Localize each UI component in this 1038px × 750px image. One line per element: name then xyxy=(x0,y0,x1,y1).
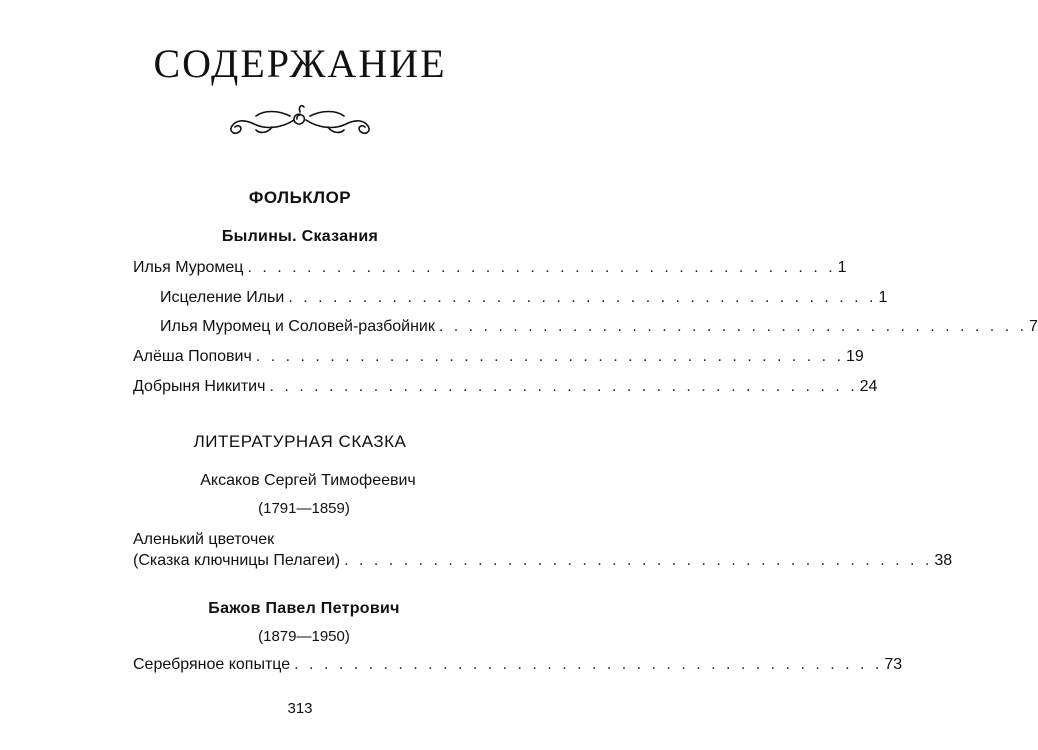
toc-entry[interactable] xyxy=(133,378,878,400)
leader-dots: . . . . . . . . . . . . . . . . . . . . . . . . . . . . . . . . . . . . . . . . xyxy=(269,378,858,395)
toc-entry[interactable] xyxy=(133,656,903,678)
toc-entry-title: Алёша Попович xyxy=(133,348,252,365)
author-years: (1879—1950) xyxy=(258,628,350,645)
toc-entry[interactable] xyxy=(160,289,888,311)
toc-entry-page: 1 xyxy=(837,259,847,276)
toc-entry-page: 38 xyxy=(934,552,953,569)
toc-entry[interactable] xyxy=(133,259,847,281)
page-title: СОДЕРЖАНИЕ xyxy=(153,41,447,86)
leader-dots: . . . . . . . . . . . . . . . . . . . . . . . . . . . . . . . . . . . . . . . . xyxy=(294,656,883,673)
subsection-heading-byliny: Былины. Сказания xyxy=(221,228,379,245)
leader-dots: . . . . . . . . . . . . . . . . . . . . . . . . . . . . . . . . . . . . . . . . xyxy=(255,348,845,365)
leader-dots: . . . . . . . . . . . . . . . . . . . . . . . . . . . . . . . . . . . . . . . . xyxy=(344,552,933,569)
flourish-ornament-icon xyxy=(220,100,380,140)
leader-dots: . . . . . . . . . . . . . . . . . . . . . . . . . . . . . . . . . . . . . . . . xyxy=(288,289,877,306)
section-heading-literary-tale: ЛИТЕРАТУРНАЯ СКАЗКА xyxy=(193,432,407,451)
toc-entry-page: 19 xyxy=(846,348,864,365)
toc-entry[interactable] xyxy=(133,552,953,574)
toc-entry-title: Илья Муромец и Соловей-разбойник xyxy=(160,318,435,335)
toc-entry-page: 73 xyxy=(884,656,903,673)
toc-entry-page: 7 xyxy=(1029,318,1038,335)
toc-entry-title: Исцеление Ильи xyxy=(160,289,285,306)
author-years: (1791—1859) xyxy=(258,500,350,517)
toc-entry-page: 24 xyxy=(859,378,878,395)
toc-entry-title: Илья Муромец xyxy=(133,259,244,276)
author-name: Бажов Павел Петрович xyxy=(208,600,400,617)
toc-entry[interactable] xyxy=(133,348,864,370)
toc-entry[interactable] xyxy=(160,318,1038,340)
leader-dots: . . . . . . . . . . . . . . . . . . . . . . . . . . . . . . . . . . . . . . . . xyxy=(438,318,1028,335)
toc-entry-title[interactable]: Аленький цветочек xyxy=(133,531,275,548)
toc-entry-page: 1 xyxy=(878,289,888,306)
toc-entry-title: (Сказка ключницы Пелагеи) xyxy=(133,552,341,569)
page-number: 313 xyxy=(287,700,313,717)
author-name: Аксаков Сергей Тимофеевич xyxy=(200,472,416,489)
leader-dots: . . . . . . . . . . . . . . . . . . . . . . . . . . . . . . . . . . . . . . . . xyxy=(247,259,836,276)
toc-entry-title: Добрыня Никитич xyxy=(133,378,266,395)
section-heading-folklore: ФОЛЬКЛОР xyxy=(248,188,352,207)
toc-entry-title: Серебряное копытце xyxy=(133,656,291,673)
